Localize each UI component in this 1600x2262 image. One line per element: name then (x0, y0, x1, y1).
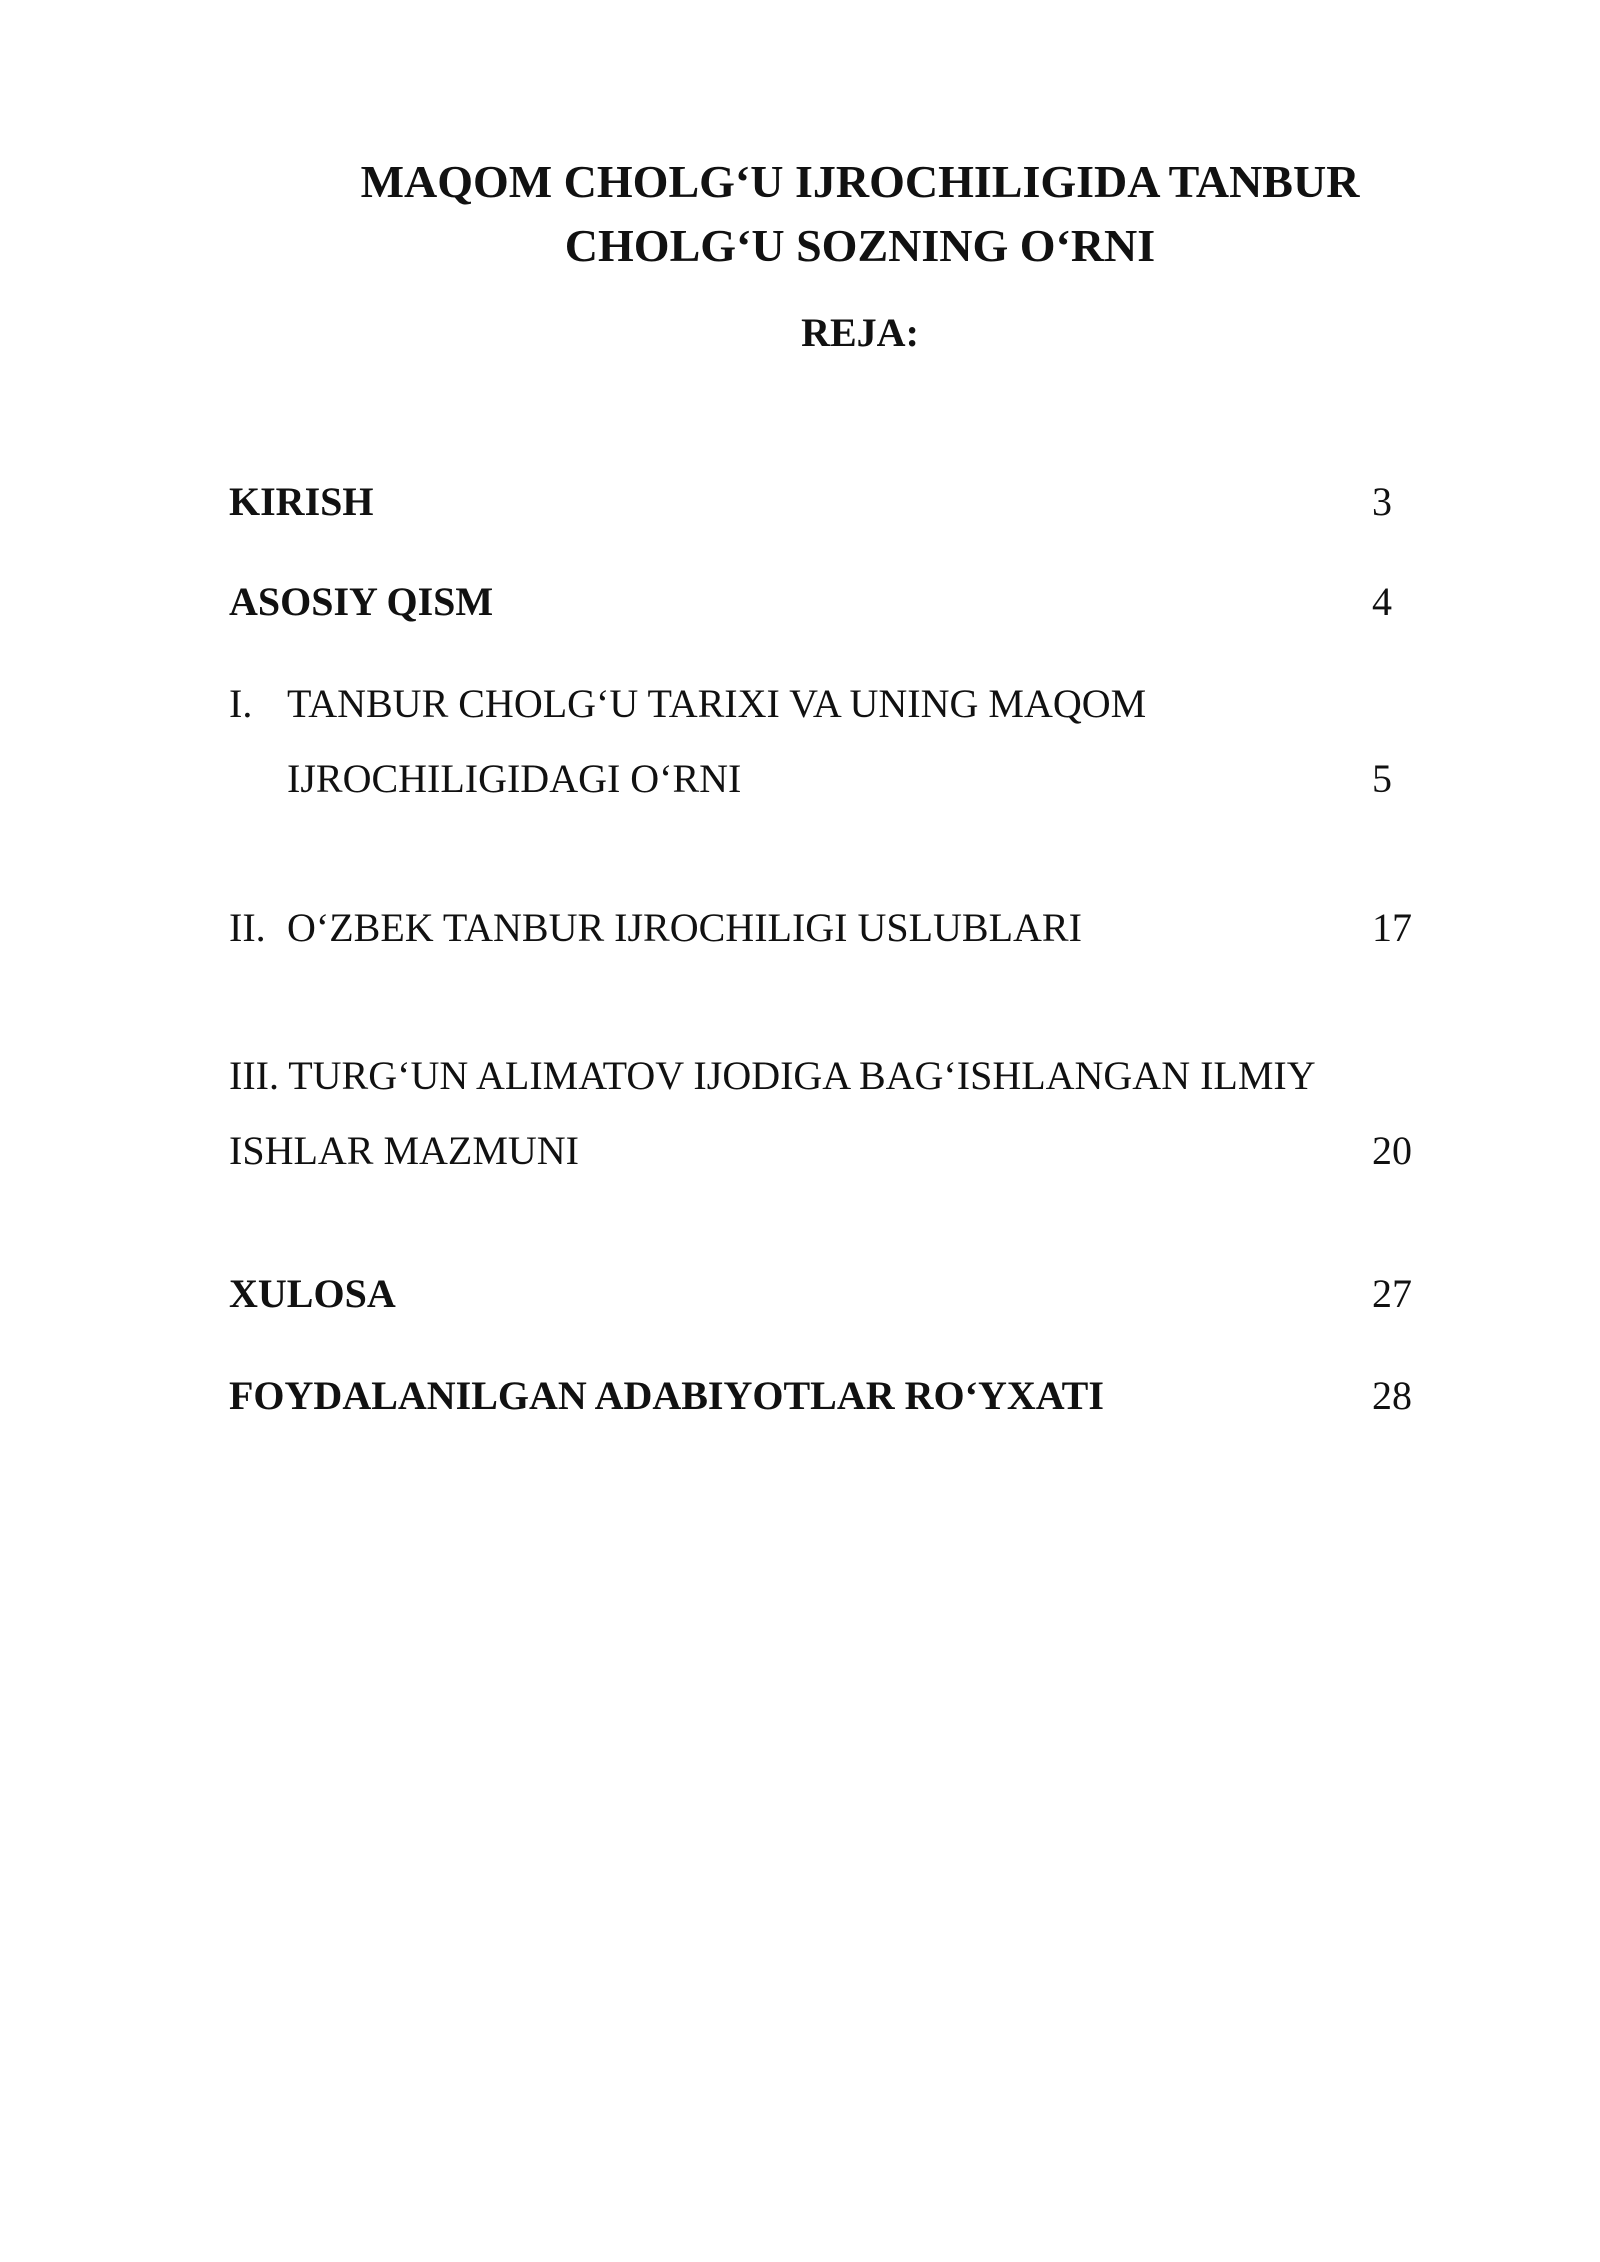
document-title-line-1: MAQOM CHOLG‘U IJROCHILIGIDA TANBUR (360, 156, 1360, 207)
toc-entry-xulosa: XULOSA (229, 1271, 396, 1316)
toc-entry-section-2 (229, 900, 1419, 956)
toc-section-1-line-1: TANBUR CHOLG‘U TARIXI VA UNING MAQOM (287, 681, 1147, 726)
plan-heading: REJA: (801, 310, 919, 355)
document-title-line-2: CHOLG‘U SOZNING O‘RNI (564, 220, 1156, 271)
toc-page-adabiyotlar: 28 (1372, 1373, 1412, 1418)
toc-page-section-1: 5 (1372, 756, 1392, 801)
toc-page-kirish: 3 (1372, 479, 1392, 524)
toc-section-3-line-1: III. TURG‘UN ALIMATOV IJODIGA BAG‘ISHLANGAN ILMIY (229, 1053, 1316, 1098)
toc-section-3-line-2: ISHLAR MAZMUNI (229, 1128, 579, 1173)
toc-section-1-number: I. (229, 681, 253, 726)
toc-entry-adabiyotlar: FOYDALANILGAN ADABIYOTLAR RO‘YXATI (229, 1373, 1104, 1418)
toc-entry-asosiy-qism: ASOSIY QISM (229, 579, 494, 624)
toc-section-2-label: O‘ZBEK TANBUR IJROCHILIGI USLUBLARI (287, 905, 1082, 950)
toc-section-1-line-2: IJROCHILIGIDAGI O‘RNI (287, 756, 742, 801)
toc-page-xulosa: 27 (1372, 1271, 1412, 1316)
toc-page-section-3: 20 (1372, 1128, 1412, 1173)
toc-page-section-2: 17 (1372, 905, 1412, 950)
toc-page-asosiy-qism: 4 (1372, 579, 1392, 624)
toc-entry-section-1 (229, 676, 1419, 732)
toc-section-2-number: II. (229, 905, 266, 950)
toc-entry-kirish: KIRISH (229, 479, 374, 524)
